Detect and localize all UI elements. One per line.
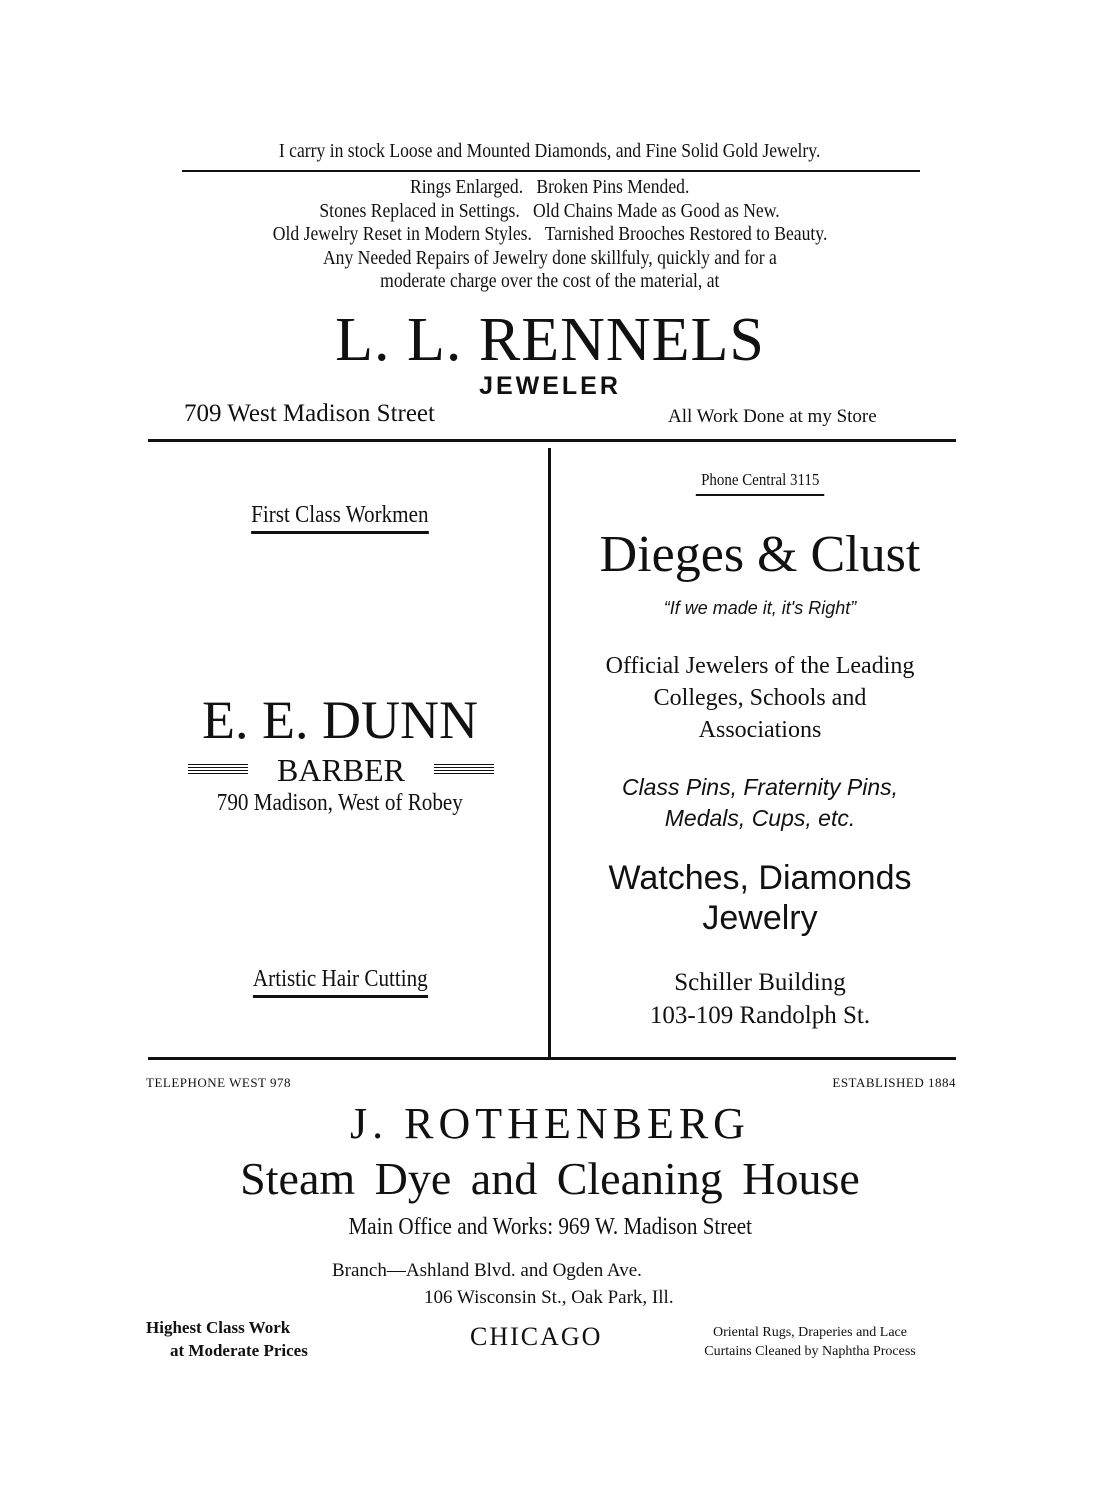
divider <box>182 170 920 172</box>
rothenberg-name: J. ROTHENBERG <box>350 1099 750 1148</box>
rothenberg-left-note: Highest Class Work at Moderate Prices <box>146 1318 308 1360</box>
rothenberg-telephone: TELEPHONE WEST 978 <box>146 1075 292 1090</box>
column-divider <box>548 448 551 1058</box>
dieges-slogan: “If we made it, it's Right” <box>663 598 857 618</box>
rennels-address: 709 West Madison Street <box>184 400 435 427</box>
dieges-products: Class Pins, Fraternity Pins, Medals, Cups, etc. <box>621 774 899 831</box>
rothenberg-right-note: Oriental Rugs, Draperies and Lace Curtains Cleaned by Naphtha Process <box>704 1325 916 1359</box>
divider <box>148 1057 956 1060</box>
rothenberg-established: ESTABLISHED 1884 <box>832 1075 956 1090</box>
rennels-trade: JEWELER <box>479 372 621 400</box>
dunn-trade-block <box>188 752 494 788</box>
dunn-address: 790 Madison, West of Robey <box>216 790 464 816</box>
dieges-official: Official Jewelers of the Leading Colleges, Schools and Associations <box>605 653 915 743</box>
rothenberg-branch-1: Branch—Ashland Blvd. and Ogden Ave. <box>332 1260 642 1281</box>
dieges-goods: Watches, Diamonds Jewelry <box>608 859 912 937</box>
rennels-name: L. L. RENNELS <box>335 306 765 374</box>
dieges-phone: Phone Central 3115 <box>560 470 960 496</box>
rennels-services: Rings Enlarged. Broken Pins Mended. Stones Replaced in Settings. Old Chains Made as Good as New. Old Jewelry Reset in Modern Styles. Tarnished Brooches Restored to Beauty. Any Needed Repairs of Jewelry done skillfuly, quickly and for a moderate charge over the cost of the material, at <box>272 176 828 292</box>
dunn-top: First Class Workmen <box>150 502 530 534</box>
rennels-note: All Work Done at my Store <box>668 406 877 427</box>
dieges-name: Dieges & Clust <box>599 526 921 583</box>
rothenberg-main-office: Main Office and Works: 969 W. Madison Street <box>348 1214 752 1240</box>
rothenberg-city: CHICAGO <box>470 1322 603 1351</box>
rennels-headline: I carry in stock Loose and Mounted Diamonds, and Fine Solid Gold Jewelry. <box>279 140 821 162</box>
divider <box>148 439 956 442</box>
dunn-name: E. E. DUNN <box>202 690 478 750</box>
rothenberg-business: Steam Dye and Cleaning House <box>240 1153 860 1204</box>
dunn-bottom: Artistic Hair Cutting <box>150 966 530 998</box>
rothenberg-branch-2: 106 Wisconsin St., Oak Park, Ill. <box>424 1287 674 1308</box>
dunn-trade: BARBER <box>248 752 434 789</box>
dieges-address: Schiller Building 103-109 Randolph St. <box>649 969 871 1029</box>
